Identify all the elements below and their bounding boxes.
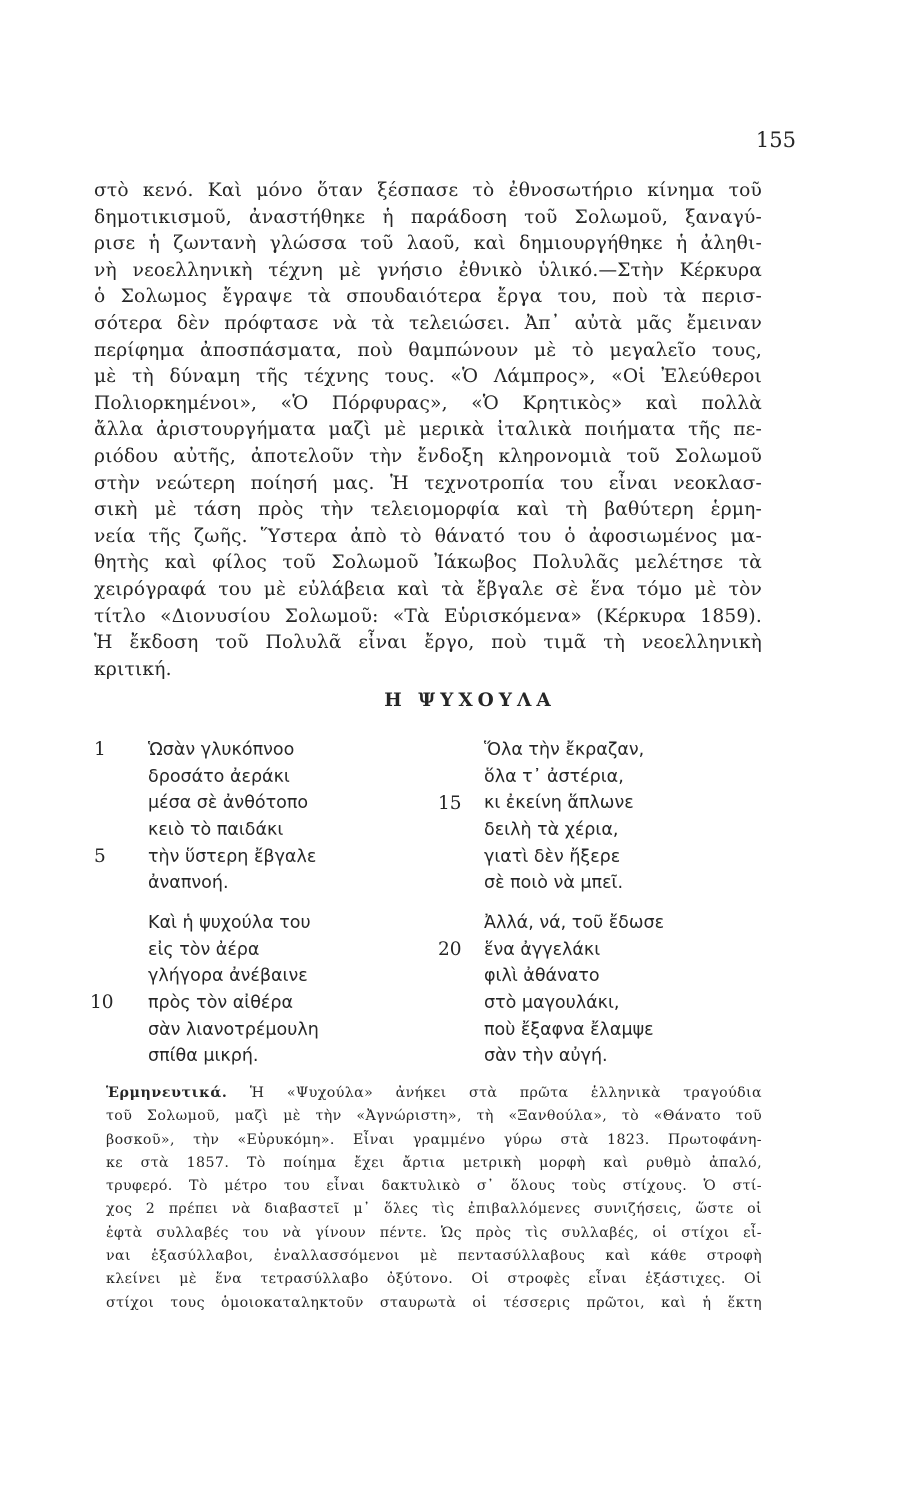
verse-line: ἀναπνοή.	[148, 873, 229, 894]
line-number: 1	[94, 739, 106, 760]
line-number: 15	[438, 793, 462, 814]
prose-line: νεία τῆς ζωῆς. Ὕστερα ἀπὸ τὸ θάνατό του ὁ ἀφοσιωμένος μα-	[94, 525, 762, 547]
prose-line: ριόδου αὐτῆς, ἀποτελοῦν τὴν ἔνδοξη κληρονομιὰ τοῦ Σολωμοῦ	[94, 445, 762, 467]
verse-line: σπίθα μικρή.	[148, 1046, 259, 1067]
prose-line: Ἡ ἔκδοση τοῦ Πολυλᾶ εἶναι ἔργο, ποὺ τιμᾶ τὴ νεοελληνικὴ	[94, 632, 762, 654]
prose-line: χειρόγραφά του μὲ εὐλάβεια καὶ τὰ ἔβγαλε σὲ ἕνα τόμο μὲ τὸν	[94, 578, 762, 600]
prose-line: περίφημα ἀποσπάσματα, ποὺ θαμπώνουν μὲ τὸ μεγαλεῖο τους,	[94, 339, 762, 361]
prose-line: θητὴς καὶ φίλος τοῦ Σολωμοῦ Ἰάκωβος Πολυλᾶς μελέτησε τὰ	[94, 552, 762, 574]
verse-line: γιατὶ δὲν ἤξερε	[484, 846, 621, 867]
prose-line: σότερα δὲν πρόφτασε νὰ τὰ τελειώσει. Ἀπ᾿ αὐτὰ μᾶς ἔμειναν	[94, 312, 762, 334]
verse-line: πρὸς τὸν αἰθέρα	[148, 993, 294, 1014]
notes-line: χος 2 πρέπει νὰ διαβαστεῖ μ᾿ ὅλες τὶς ἐπιβαλλόμενες συνιζήσεις, ὥστε οἱ	[106, 1201, 762, 1218]
notes-line	[106, 1082, 762, 1105]
verse-line: Ὅλα τὴν ἔκραζαν,	[484, 740, 645, 760]
page-number: 155	[755, 128, 796, 152]
poem-stanza-left-1	[148, 737, 316, 897]
verse-line: φιλὶ ἀθάνατο	[484, 966, 600, 987]
prose-line: δημοτικισμοῦ, ἀναστήθηκε ἡ παράδοση τοῦ Σολωμοῦ, ξαναγύ-	[94, 206, 762, 228]
verse-line: δειλὴ τὰ χέρια,	[484, 820, 619, 841]
notes-label: Ἑρμηνευτικά.	[106, 1085, 228, 1101]
verse-line: γλήγορα ἀνέβαινε	[148, 966, 308, 987]
commentary-notes	[106, 1082, 762, 1315]
verse-line: ὅλα τ᾿ ἀστέρια,	[484, 766, 624, 787]
verse-line: κειὸ τὸ παιδάκι	[148, 820, 284, 841]
verse-line: τὴν ὕστερη ἔβγαλε	[148, 846, 317, 867]
prose-line: μὲ τὴ δύναμη τῆς τέχνης τους. «Ὁ Λάμπρος», «Οἱ Ἐλεύθεροι	[94, 366, 762, 388]
verse-line: Ὡσὰν γλυκόπνοο	[148, 740, 295, 760]
prose-paragraph	[94, 178, 762, 683]
verse-line: μέσα σὲ ἀνθότοπο	[148, 793, 309, 814]
notes-line: τοῦ Σολωμοῦ, μαζὶ μὲ τὴν «Ἀγνώριστη», τὴ «Ξανθούλα», τὸ «Θάνατο τοῦ	[106, 1108, 762, 1125]
verse-line: Καὶ ἡ ψυχούλα του	[148, 913, 311, 933]
prose-line: ρισε ἡ ζωντανὴ γλώσσα τοῦ λαοῦ, καὶ δημιουργήθηκε ἡ ἀληθι-	[94, 233, 762, 255]
verse-line: στὸ μαγουλάκι,	[484, 993, 620, 1014]
prose-line: Πολιορκημένοι», «Ὁ Πόρφυρας», «Ὁ Κρητικὸς» καὶ πολλὰ	[94, 392, 762, 414]
poem-stanza-right-2	[484, 910, 664, 1070]
line-number: 10	[90, 992, 114, 1013]
prose-line: ἄλλα ἀριστουργήματα μαζὶ μὲ μερικὰ ἰταλικὰ ποιήματα τῆς πε-	[94, 419, 762, 441]
prose-line: ὁ Σολωμος ἔγραψε τὰ σπουδαιότερα ἔργα του, ποὺ τὰ περισ-	[94, 286, 762, 308]
notes-line: στίχοι τους ὁμοιοκαταληκτοῦν σταυρωτὰ οἱ τέσσερις πρῶτοι, καὶ ἡ ἕκτη	[106, 1294, 762, 1311]
verse-line: ποὺ ἔξαφνα ἔλαμψε	[484, 1019, 654, 1040]
verse-line: σὲ ποιὸ νὰ μπεῖ.	[484, 873, 624, 894]
line-number: 5	[94, 846, 106, 867]
prose-line: νὴ νεοελληνικὴ τέχνη μὲ γνήσιο ἐθνικὸ ὑλικό.—Στὴν Κέρκυρα	[94, 259, 762, 281]
verse-line: σὰν λιανοτρέμουλη	[148, 1019, 319, 1040]
notes-first-line: Ἡ «Ψυχούλα» ἀνήκει στὰ πρῶτα ἑλληνικὰ τραγούδια	[249, 1085, 762, 1101]
notes-line: ἑφτὰ συλλαβές του νὰ γίνουν πέντε. Ὡς πρὸς τὶς συλλαβές, οἱ στίχοι εἶ-	[106, 1224, 762, 1241]
prose-line: τίτλο «Διονυσίου Σολωμοῦ: «Τὰ Εὑρισκόμενα» (Κέρκυρα 1859).	[94, 605, 762, 627]
poem-stanza-left-2	[148, 910, 319, 1070]
verse-line: σὰν τὴν αὐγή.	[484, 1046, 608, 1067]
prose-line: στὸ κενό. Καὶ μόνο ὅταν ξέσπασε τὸ ἐθνοσωτήριο κίνημα τοῦ	[94, 180, 762, 201]
notes-line: κλείνει μὲ ἕνα τετρασύλλαβο ὀξύτονο. Οἱ στροφὲς εἶναι ἑξάστιχες. Οἱ	[106, 1271, 762, 1288]
poem-stanza-right-1	[484, 737, 644, 897]
notes-line: ναι ἑξασύλλαβοι, ἐναλλασσόμενοι μὲ πεντασύλλαβους καὶ κάθε στροφὴ	[106, 1248, 762, 1265]
poem-title: Η ΨΥΧΟΥΛΑ	[384, 690, 556, 711]
verse-line: κι ἐκείνη ἅπλωνε	[484, 793, 634, 814]
notes-line: βοσκοῦ», τὴν «Εὐρυκόμη». Εἶναι γραμμένο γύρω στὰ 1823. Πρωτοφάνη-	[106, 1131, 762, 1148]
verse-line: Ἀλλά, νά, τοῦ ἔδωσε	[484, 913, 665, 933]
verse-line: δροσάτο ἀεράκι	[148, 766, 290, 787]
notes-line: κε στὰ 1857. Τὸ ποίημα ἔχει ἄρτια μετρικὴ μορφὴ καὶ ρυθμὸ ἀπαλό,	[106, 1154, 762, 1171]
prose-line: στὴν νεώτερη ποίησή μας. Ἡ τεχνοτροπία του εἶναι νεοκλασ-	[94, 472, 762, 494]
verse-line: ἕνα ἀγγελάκι	[484, 939, 601, 960]
line-number: 20	[438, 939, 462, 960]
prose-line: σικὴ μὲ τάση πρὸς τὴν τελειομορφία καὶ τὴ βαθύτερη ἑρμη-	[94, 499, 762, 521]
notes-line: τρυφερό. Τὸ μέτρο του εἶναι δακτυλικὸ σ᾿ ὅλους τοὺς στίχους. Ὁ στί-	[106, 1178, 762, 1195]
prose-line: κριτική.	[94, 658, 172, 680]
verse-line: εἰς τὸν ἀέρα	[148, 939, 260, 960]
